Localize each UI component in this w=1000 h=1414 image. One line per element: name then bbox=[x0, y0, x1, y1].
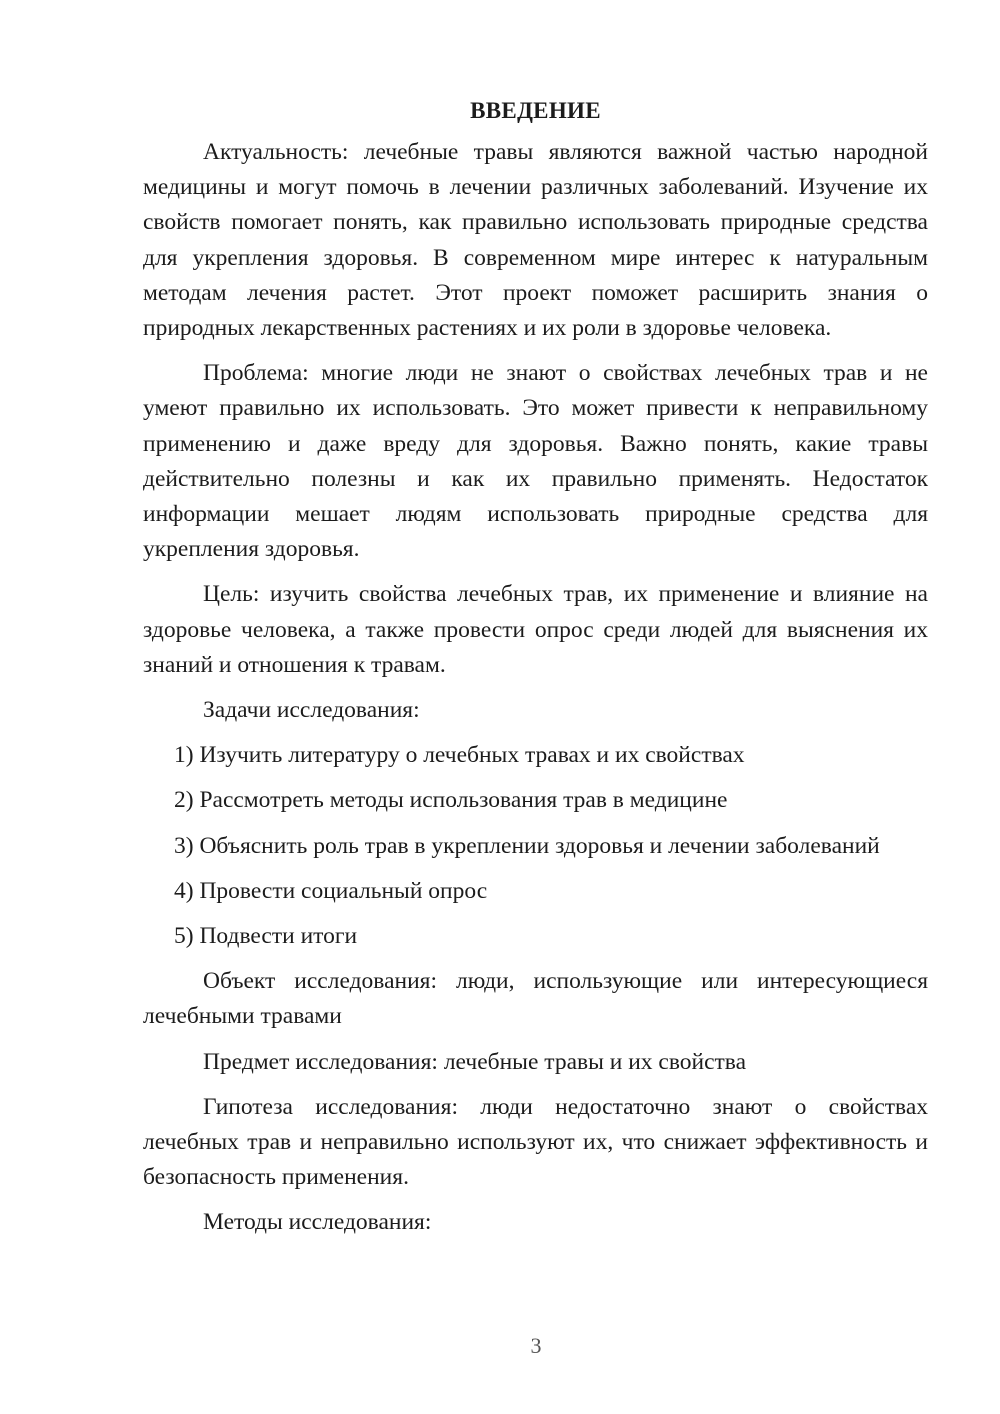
object-paragraph: Объект исследования: люди, использующие или интересующиеся лечебными травами bbox=[143, 968, 928, 1030]
subject-paragraph: Предмет исследования: лечебные травы и их свойства bbox=[203, 1048, 747, 1075]
list-item: 1) Изучить литературу о лечебных травах и их свойствах bbox=[174, 742, 745, 769]
document-page bbox=[143, 93, 928, 1251]
relevance-paragraph: Актуальность: лечебные травы являются важной частью народной медицины и могут помочь в лечении различных заболеваний. Изучение их свойств помогает понять, как правильно использовать природные средства для укрепления здоровья. В современном мире интерес к натуральным методам лечения растет. Этот проект поможет расширить знания о природных лекарственных растениях и их роли в здоровье человека. bbox=[143, 139, 928, 342]
problem-paragraph: Проблема: многие люди не знают о свойствах лечебных трав и не умеют правильно их использовать. Это может привести к неправильному применению и даже вреду для здоровья. Важно понять, какие травы действительно полезны и как их правильно применять. Недостаток информации мешает людям использовать природные средства для укрепления здоровья. bbox=[143, 360, 928, 563]
tasks-list bbox=[143, 738, 928, 954]
list-item: 3) Объяснить роль трав в укреплении здоровья и лечении заболеваний bbox=[174, 832, 880, 859]
section-title: ВВЕДЕНИЕ bbox=[470, 98, 601, 123]
goal-paragraph: Цель: изучить свойства лечебных трав, их применение и влияние на здоровье человека, а также провести опрос среди людей для выяснения их знаний и отношения к травам. bbox=[143, 581, 928, 678]
list-item: 5) Подвести итоги bbox=[174, 923, 358, 950]
page-number: 3 bbox=[530, 1333, 542, 1358]
list-item: 2) Рассмотреть методы использования трав в медицине bbox=[174, 787, 728, 814]
tasks-heading: Задачи исследования: bbox=[203, 697, 420, 724]
list-item: 4) Провести социальный опрос bbox=[174, 877, 488, 904]
methods-heading: Методы исследования: bbox=[203, 1209, 432, 1236]
hypothesis-paragraph: Гипотеза исследования: люди недостаточно знают о свойствах лечебных трав и неправильно используют их, что снижает эффективность и безопасность применения. bbox=[143, 1093, 928, 1191]
